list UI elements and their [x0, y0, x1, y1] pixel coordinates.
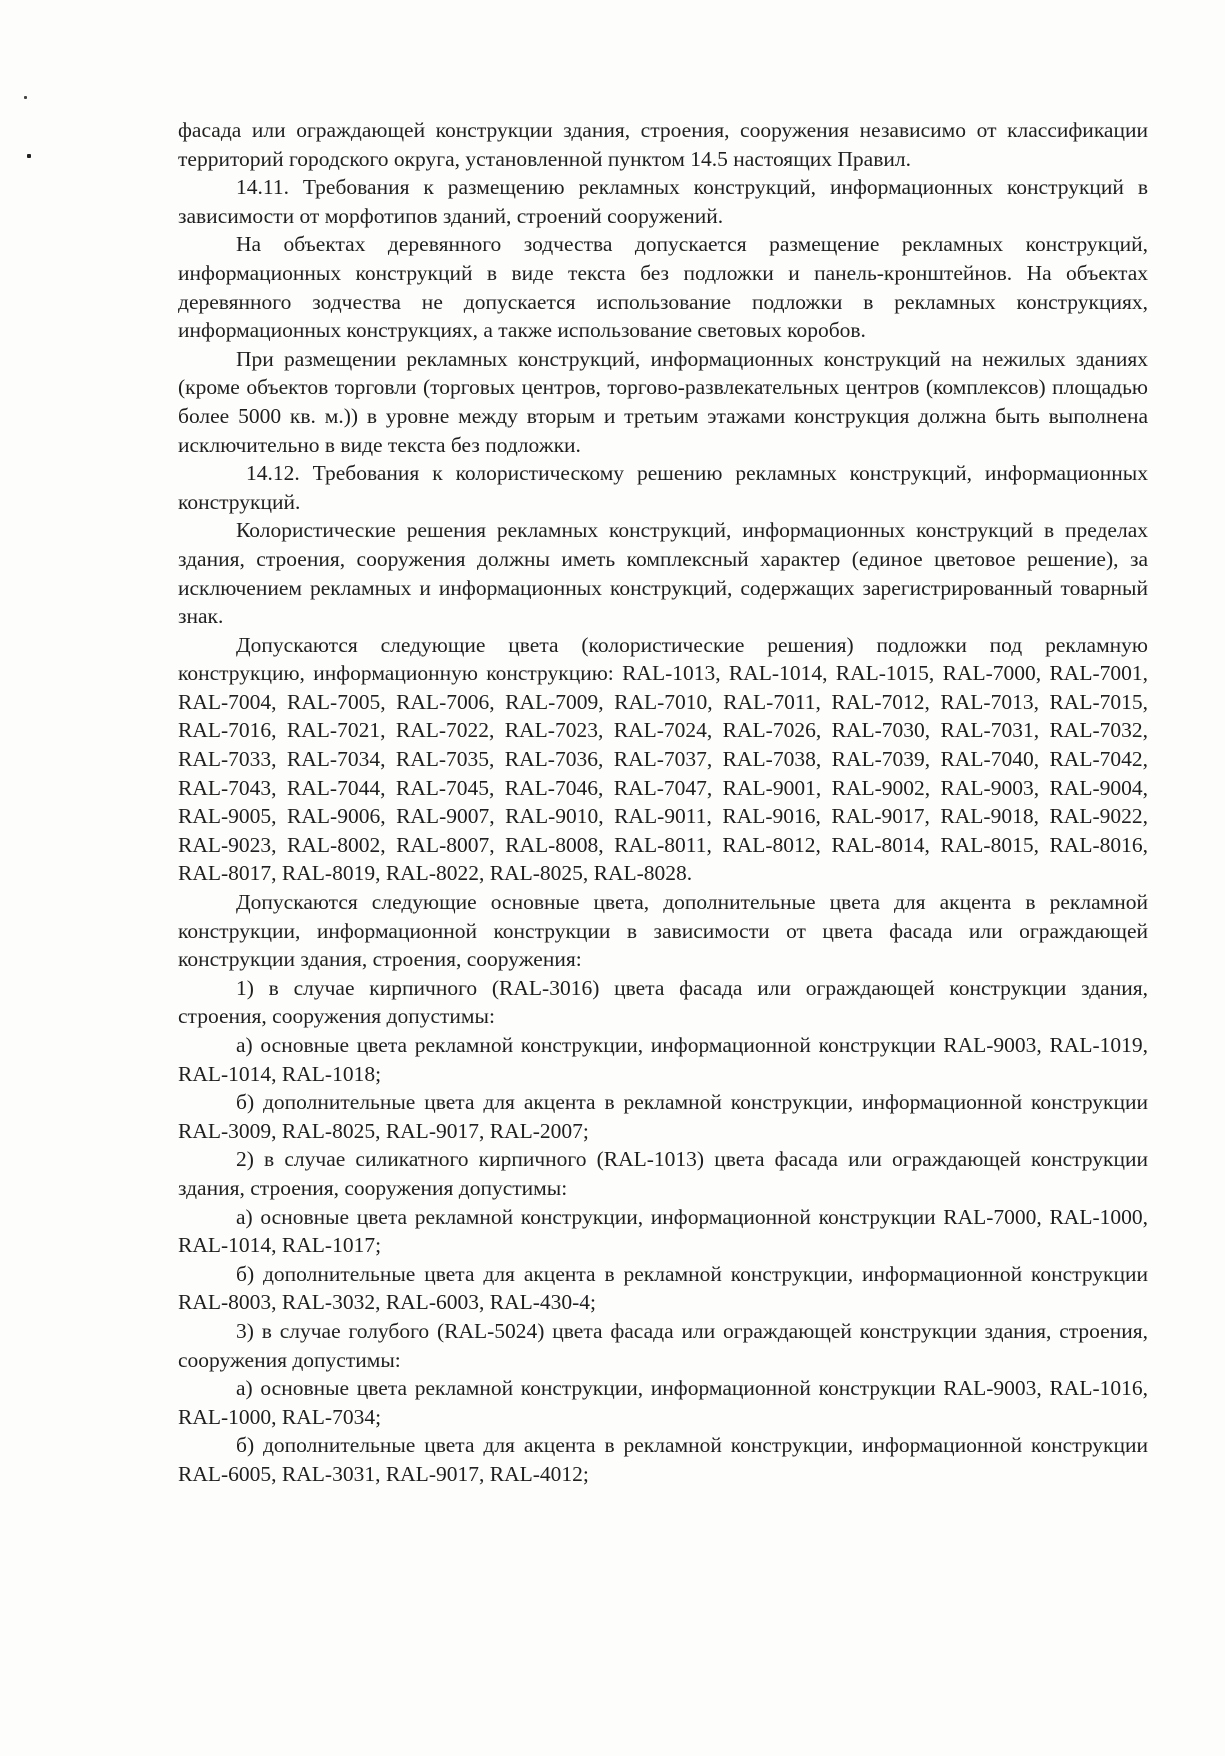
paragraph: При размещении рекламных конструкций, информационных конструкций на нежилых зданиях (кроме объектов торговли (торговых центров, торгово-развлекательных центров (комплексов) площадью более 5000 кв. м.)) в уровне между вторым и третьим этажами конструкция должна быть выполнена исключительно в виде текста без подложки.: [178, 346, 1148, 457]
scan-speck: [27, 154, 31, 158]
section-heading-14-11: 14.11. Требования к размещению рекламных конструкций, информационных конструкций в зависимости от морфотипов зданий, строений сооружений.: [178, 175, 1148, 228]
document-body: [178, 116, 1148, 1489]
list-subitem: а) основные цвета рекламной конструкции, информационной конструкции RAL-9003, RAL-1019, RAL-1014, RAL-1018;: [178, 1033, 1148, 1086]
list-subitem: а) основные цвета рекламной конструкции, информационной конструкции RAL-7000, RAL-1000, RAL-1014, RAL-1017;: [178, 1204, 1148, 1258]
list-item: 1) в случае кирпичного (RAL-3016) цвета фасада или ограждающей конструкции здания, строения, сооружения допустимы:: [178, 975, 1148, 1029]
paragraph: На объектах деревянного зодчества допускается размещение рекламных конструкций, информационных конструкций в виде текста без подложки и панель-кронштейнов. На объектах деревянного зодчества не допускается использование подложки в рекламных конструкциях, информационных конструкциях, а также использование световых коробов.: [178, 232, 1148, 343]
paragraph: Допускаются следующие основные цвета, дополнительные цвета для акцента в рекламной конструкции, информационной конструкции в зависимости от цвета фасада или ограждающей конструкции здания, строения, сооружения:: [178, 890, 1148, 972]
paragraph: Колористические решения рекламных конструкций, информационных конструкций в пределах здания, строения, сооружения должны иметь комплексный характер (единое цветовое решение), за исключением рекламных и информационных конструкций, содержащих зарегистрированный товарный знак.: [178, 518, 1148, 629]
section-heading-14-12: 14.12. Требования к колористическому решению рекламных конструкций, информационных конструкций.: [178, 461, 1148, 514]
list-subitem: а) основные цвета рекламной конструкции, информационной конструкции RAL-9003, RAL-1016, RAL-1000, RAL-7034;: [178, 1376, 1148, 1429]
paragraph: фасада или ограждающей конструкции здания, строения, сооружения независимо от классификации территорий городского округа, установленной пунктом 14.5 настоящих Правил.: [178, 118, 1148, 171]
list-subitem: б) дополнительные цвета для акцента в рекламной конструкции, информационной конструкции RAL-8003, RAL-3032, RAL-6003, RAL-430-4;: [178, 1261, 1148, 1315]
list-item: 3) в случае голубого (RAL-5024) цвета фасада или ограждающей конструкции здания, строения, сооружения допустимы:: [178, 1318, 1148, 1372]
list-item: 2) в случае силикатного кирпичного (RAL-1013) цвета фасада или ограждающей конструкции здания, строения, сооружения допустимы:: [178, 1147, 1148, 1200]
list-subitem: б) дополнительные цвета для акцента в рекламной конструкции, информационной конструкции RAL-6005, RAL-3031, RAL-9017, RAL-4012;: [178, 1433, 1148, 1486]
paragraph-ral-list: Допускаются следующие цвета (колористические решения) подложки под рекламную конструкцию, информационную конструкцию: RAL-1013, RAL-1014, RAL-1015, RAL-7000, RAL-7001, RAL-7004, RAL-7005, RAL-7006, RAL-7009, RAL-7010, RAL-7011, RAL-7012, RAL-7013, RAL-7015, RAL-7016, RAL-7021, RAL-7022, RAL-7023, RAL-7024, RAL-7026, RAL-7030, RAL-7031, RAL-7032, RAL-7033, RAL-7034, RAL-7035, RAL-7036, RAL-7037, RAL-7038, RAL-7039, RAL-7040, RAL-7042, RAL-7043, RAL-7044, RAL-7045, RAL-7046, RAL-7047, RAL-9001, RAL-9002, RAL-9003, RAL-9004, RAL-9005, RAL-9006, RAL-9007, RAL-9010, RAL-9011, RAL-9016, RAL-9017, RAL-9018, RAL-9022, RAL-9023, RAL-8002, RAL-8007, RAL-8008, RAL-8011, RAL-8012, RAL-8014, RAL-8015, RAL-8016, RAL-8017, RAL-8019, RAL-8022, RAL-8025, RAL-8028.: [178, 632, 1148, 886]
list-subitem: б) дополнительные цвета для акцента в рекламной конструкции, информационной конструкции RAL-3009, RAL-8025, RAL-9017, RAL-2007;: [178, 1090, 1148, 1143]
scan-speck: [24, 96, 27, 99]
